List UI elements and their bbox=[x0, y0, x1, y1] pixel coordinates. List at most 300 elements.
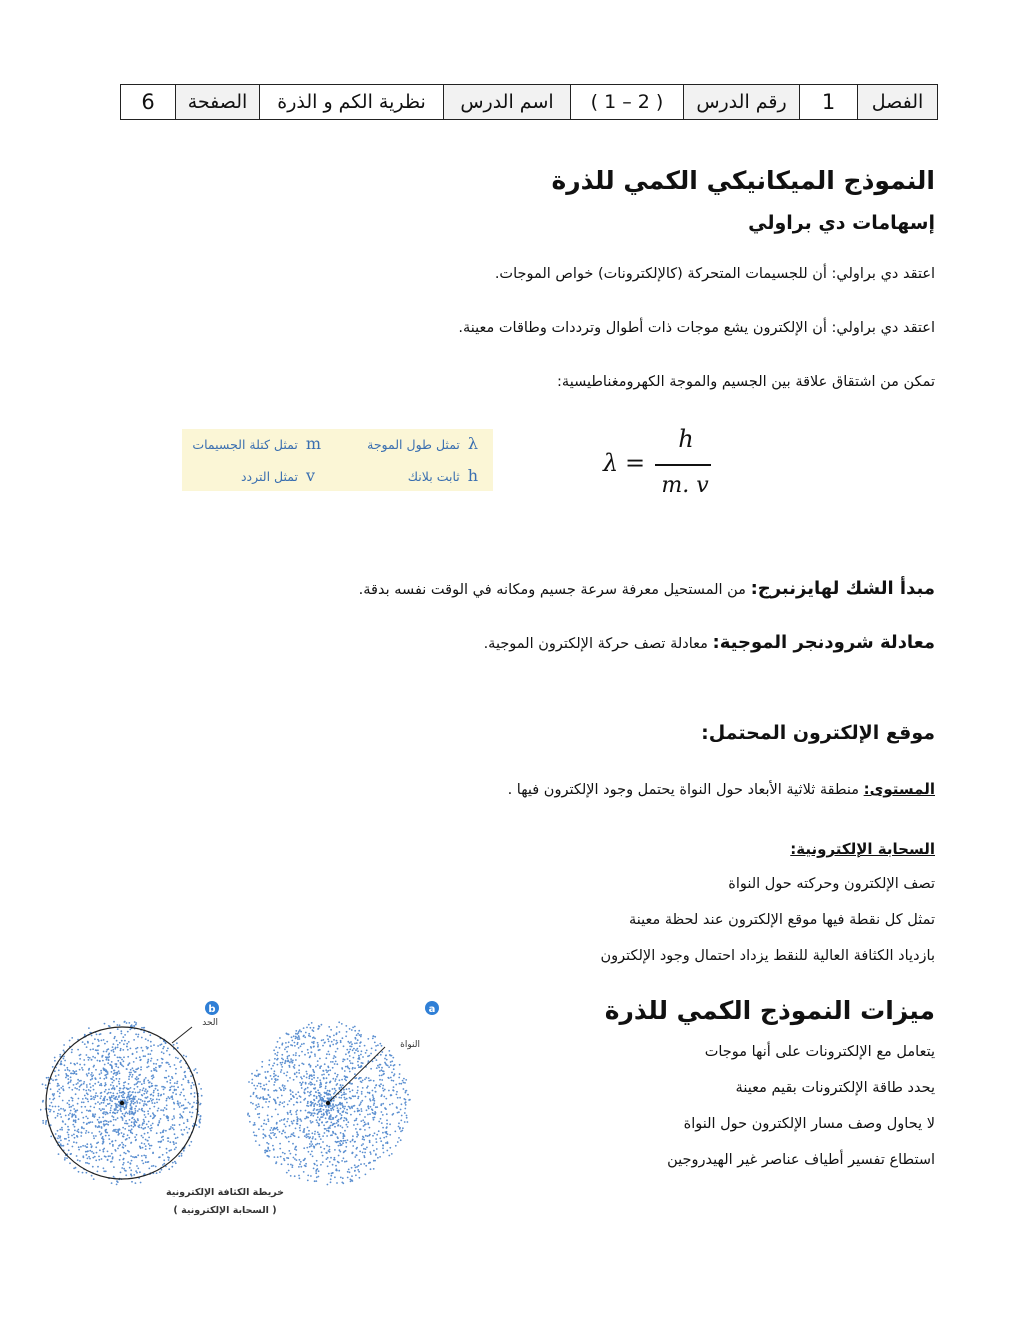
cloud-dot bbox=[318, 1170, 320, 1172]
cloud-dot bbox=[75, 1070, 77, 1072]
cloud-dot bbox=[330, 1175, 332, 1177]
cloud-dot bbox=[296, 1159, 298, 1161]
cloud-dot bbox=[400, 1120, 402, 1122]
cloud-dot bbox=[326, 1158, 328, 1160]
cloud-dot bbox=[372, 1096, 374, 1098]
cloud-dot bbox=[342, 1037, 344, 1039]
cloud-dot bbox=[321, 1104, 323, 1106]
cloud-dot bbox=[358, 1165, 360, 1167]
cloud-dot bbox=[330, 1061, 332, 1063]
cloud-dot bbox=[287, 1112, 289, 1114]
cloud-dot bbox=[317, 1060, 319, 1062]
cloud-dot bbox=[355, 1167, 357, 1169]
cloud-dot bbox=[313, 1072, 315, 1074]
cloud-dot bbox=[356, 1136, 358, 1138]
cloud-dot bbox=[263, 1084, 265, 1086]
cloud-dot bbox=[347, 1139, 349, 1141]
cloud-dot bbox=[332, 1044, 334, 1046]
cloud-dot bbox=[315, 1172, 317, 1174]
cloud-dot bbox=[332, 1123, 334, 1125]
cloud-dot bbox=[83, 1128, 85, 1130]
cloud-dot bbox=[400, 1109, 402, 1111]
cloud-dot bbox=[349, 1171, 351, 1173]
cloud-dot bbox=[57, 1085, 59, 1087]
cloud-dot bbox=[279, 1101, 281, 1103]
cloud-dot bbox=[349, 1028, 351, 1030]
cloud-dot bbox=[346, 1076, 348, 1078]
cloud-dot bbox=[269, 1129, 271, 1131]
cloud-dot bbox=[282, 1062, 284, 1064]
cloud-dot bbox=[398, 1137, 400, 1139]
cloud-dot bbox=[341, 1023, 343, 1025]
cloud-dot bbox=[133, 1123, 135, 1125]
cloud-dot bbox=[78, 1098, 80, 1100]
heisenberg-term: مبدأ الشك لهايزنبرج: bbox=[750, 578, 935, 599]
cloud-dot bbox=[146, 1048, 148, 1050]
cloud-dot bbox=[81, 1132, 83, 1134]
cloud-dot bbox=[139, 1056, 141, 1058]
cloud-dot bbox=[67, 1132, 69, 1134]
cloud-dot bbox=[131, 1102, 133, 1104]
cloud-dot bbox=[119, 1072, 121, 1074]
cloud-dot bbox=[158, 1108, 160, 1110]
cloud-dot bbox=[93, 1089, 95, 1091]
cloud-dot bbox=[131, 1132, 133, 1134]
cloud-dot bbox=[152, 1099, 154, 1101]
cloud-dot bbox=[294, 1064, 296, 1066]
cloud-dot bbox=[299, 1177, 301, 1179]
cloud-dot bbox=[116, 1131, 118, 1133]
cloud-dot bbox=[327, 1090, 329, 1092]
cloud-dot bbox=[173, 1115, 175, 1117]
cloud-dot bbox=[90, 1095, 92, 1097]
cloud-dot bbox=[107, 1071, 109, 1073]
cloud-dot bbox=[124, 1034, 126, 1036]
cloud-dot bbox=[359, 1042, 361, 1044]
cloud-dot bbox=[389, 1104, 391, 1106]
cloud-dot bbox=[273, 1049, 275, 1051]
cloud-dot bbox=[127, 1099, 129, 1101]
cloud-dot bbox=[87, 1098, 89, 1100]
cloud-dot bbox=[256, 1085, 258, 1087]
cloud-dot bbox=[369, 1113, 371, 1115]
cloud-dot bbox=[303, 1035, 305, 1037]
cloud-dot bbox=[344, 1078, 346, 1080]
cloud-dot bbox=[391, 1072, 393, 1074]
cloud-dot bbox=[354, 1111, 356, 1113]
cloud-dot bbox=[147, 1096, 149, 1098]
cloud-dot bbox=[117, 1148, 119, 1150]
cloud-dot bbox=[392, 1103, 394, 1105]
cloud-dot bbox=[103, 1151, 105, 1153]
cloud-dot bbox=[130, 1163, 132, 1165]
cloud-dot bbox=[128, 1137, 130, 1139]
cloud-dot bbox=[316, 1160, 318, 1162]
figure-caption-line-2: ( السحابة الإلكترونية ) bbox=[173, 1205, 277, 1216]
cloud-dot bbox=[268, 1120, 270, 1122]
cloud-dot bbox=[323, 1109, 325, 1111]
cloud-dot bbox=[91, 1098, 93, 1100]
cloud-dot bbox=[83, 1102, 85, 1104]
cloud-dot bbox=[346, 1098, 348, 1100]
cloud-dot bbox=[73, 1108, 75, 1110]
cloud-dot bbox=[258, 1083, 260, 1085]
cloud-dot bbox=[152, 1123, 154, 1125]
cloud-dot bbox=[149, 1145, 151, 1147]
cloud-dot bbox=[317, 1143, 319, 1145]
cloud-dot bbox=[279, 1143, 281, 1145]
cloud-dot bbox=[283, 1089, 285, 1091]
cloud-dot bbox=[175, 1137, 177, 1139]
cloud-dot bbox=[308, 1033, 310, 1035]
legend-v-symbol: v bbox=[305, 466, 315, 485]
cloud-dot bbox=[295, 1054, 297, 1056]
cloud-dot bbox=[288, 1170, 290, 1172]
cloud-dot bbox=[71, 1097, 73, 1099]
cloud-dot bbox=[352, 1145, 354, 1147]
cloud-dot bbox=[252, 1103, 254, 1105]
cloud-dot bbox=[105, 1082, 107, 1084]
cloud-dot bbox=[359, 1034, 361, 1036]
cloud-point-1: تصف الإلكترون وحركته حول النواة bbox=[728, 876, 935, 892]
cloud-dot bbox=[307, 1112, 309, 1114]
cloud-dot bbox=[173, 1129, 175, 1131]
cloud-dot bbox=[166, 1098, 168, 1100]
cloud-dot bbox=[389, 1123, 391, 1125]
cloud-dot bbox=[289, 1125, 291, 1127]
cloud-dot bbox=[293, 1120, 295, 1122]
cloud-dot bbox=[323, 1104, 325, 1106]
cloud-dot bbox=[326, 1077, 328, 1079]
cloud-dot bbox=[119, 1090, 121, 1092]
cloud-dot bbox=[295, 1149, 297, 1151]
cloud-dot bbox=[79, 1064, 81, 1066]
cloud-dot bbox=[350, 1062, 352, 1064]
cloud-dot bbox=[149, 1148, 151, 1150]
cloud-dot bbox=[271, 1116, 273, 1118]
cloud-dot bbox=[133, 1174, 135, 1176]
cloud-dot bbox=[91, 1059, 93, 1061]
cloud-dot bbox=[325, 1086, 327, 1088]
cloud-dot bbox=[103, 1051, 105, 1053]
cloud-dot bbox=[308, 1130, 310, 1132]
cloud-dot bbox=[107, 1103, 109, 1105]
cloud-dot bbox=[350, 1141, 352, 1143]
cloud-dot bbox=[124, 1040, 126, 1042]
cloud-dot bbox=[262, 1088, 264, 1090]
cloud-dot bbox=[320, 1111, 322, 1113]
cloud-dot bbox=[130, 1048, 132, 1050]
cloud-dot bbox=[334, 1159, 336, 1161]
equation-legend-box bbox=[182, 429, 493, 491]
cloud-dot bbox=[91, 1078, 93, 1080]
cloud-dot bbox=[346, 1160, 348, 1162]
cloud-dot bbox=[147, 1040, 149, 1042]
cloud-dot bbox=[302, 1081, 304, 1083]
cloud-dot bbox=[69, 1070, 71, 1072]
cloud-dot bbox=[368, 1135, 370, 1137]
cloud-dot bbox=[146, 1091, 148, 1093]
cloud-dot bbox=[340, 1041, 342, 1043]
cloud-dot bbox=[404, 1121, 406, 1123]
cloud-dot bbox=[81, 1101, 83, 1103]
cloud-dot bbox=[145, 1116, 147, 1118]
cloud-dot bbox=[372, 1109, 374, 1111]
cloud-dot bbox=[346, 1109, 348, 1111]
cloud-dot bbox=[303, 1027, 305, 1029]
cloud-dot bbox=[268, 1080, 270, 1082]
cloud-dot bbox=[143, 1119, 145, 1121]
cloud-dot bbox=[255, 1108, 257, 1110]
cloud-dot bbox=[311, 1078, 313, 1080]
cloud-dot bbox=[314, 1100, 316, 1102]
cloud-dot bbox=[303, 1099, 305, 1101]
cloud-dot bbox=[173, 1086, 175, 1088]
cloud-dot bbox=[271, 1068, 273, 1070]
cloud-dot bbox=[313, 1077, 315, 1079]
cloud-dot bbox=[46, 1077, 48, 1079]
cloud-dot bbox=[119, 1159, 121, 1161]
cloud-dot bbox=[135, 1170, 137, 1172]
cloud-dot bbox=[183, 1055, 185, 1057]
cloud-dot bbox=[357, 1064, 359, 1066]
cloud-dot bbox=[287, 1157, 289, 1159]
cloud-dot bbox=[326, 1135, 328, 1137]
cloud-dot bbox=[126, 1138, 128, 1140]
cloud-dot bbox=[300, 1084, 302, 1086]
cloud-dot bbox=[128, 1092, 130, 1094]
de-broglie-line-3: تمكن من اشتقاق علاقة بين الجسيم والموجة الكهرومغناطيسية: bbox=[557, 374, 935, 390]
cloud-dot bbox=[273, 1090, 275, 1092]
cloud-dot bbox=[344, 1097, 346, 1099]
cloud-dot bbox=[346, 1031, 348, 1033]
cloud-dot bbox=[335, 1104, 337, 1106]
cloud-dot bbox=[342, 1127, 344, 1129]
cloud-dot bbox=[168, 1159, 170, 1161]
cloud-dot bbox=[151, 1100, 153, 1102]
cloud-dot bbox=[74, 1114, 76, 1116]
cloud-dot bbox=[112, 1112, 114, 1114]
cloud-dot bbox=[296, 1120, 298, 1122]
cloud-dot bbox=[314, 1133, 316, 1135]
cloud-dot bbox=[382, 1132, 384, 1134]
cloud-dot bbox=[130, 1105, 132, 1107]
cloud-dot bbox=[124, 1128, 126, 1130]
cloud-dot bbox=[388, 1066, 390, 1068]
cloud-dot bbox=[141, 1135, 143, 1137]
cloud-dot bbox=[341, 1114, 343, 1116]
cloud-dot bbox=[124, 1092, 126, 1094]
cloud-dot bbox=[311, 1132, 313, 1134]
cloud-dot bbox=[190, 1087, 192, 1089]
cloud-dot bbox=[277, 1114, 279, 1116]
cloud-dot bbox=[296, 1116, 298, 1118]
cloud-dot bbox=[273, 1062, 275, 1064]
cloud-dot bbox=[144, 1127, 146, 1129]
cloud-dot bbox=[332, 1117, 334, 1119]
cloud-dot bbox=[109, 1143, 111, 1145]
cloud-dot bbox=[276, 1127, 278, 1129]
cloud-dot bbox=[71, 1089, 73, 1091]
cloud-dot bbox=[329, 1069, 331, 1071]
cloud-dot bbox=[169, 1066, 171, 1068]
cloud-dot bbox=[185, 1076, 187, 1078]
cloud-dot bbox=[324, 1128, 326, 1130]
cloud-dot bbox=[103, 1139, 105, 1141]
cloud-dot bbox=[179, 1117, 181, 1119]
cloud-dot bbox=[372, 1145, 374, 1147]
cloud-dot bbox=[349, 1091, 351, 1093]
cloud-dot bbox=[97, 1126, 99, 1128]
cloud-dot bbox=[109, 1155, 111, 1157]
cloud-dot bbox=[345, 1025, 347, 1027]
cloud-dot bbox=[338, 1119, 340, 1121]
cloud-dot bbox=[370, 1079, 372, 1081]
cloud-dot bbox=[275, 1163, 277, 1165]
cloud-dot bbox=[357, 1133, 359, 1135]
cloud-dot bbox=[173, 1108, 175, 1110]
cloud-dot bbox=[392, 1057, 394, 1059]
cloud-dot bbox=[340, 1144, 342, 1146]
cloud-dot bbox=[93, 1107, 95, 1109]
cloud-dot bbox=[289, 1077, 291, 1079]
cloud-dot bbox=[293, 1157, 295, 1159]
cloud-dot bbox=[307, 1175, 309, 1177]
cloud-dot bbox=[169, 1089, 171, 1091]
cloud-dot bbox=[315, 1138, 317, 1140]
cloud-dot bbox=[327, 1127, 329, 1129]
cloud-dot bbox=[301, 1051, 303, 1053]
cloud-dot bbox=[293, 1135, 295, 1137]
cloud-dot bbox=[366, 1087, 368, 1089]
cloud-dot bbox=[323, 1148, 325, 1150]
cloud-dot bbox=[253, 1092, 255, 1094]
cloud-dot bbox=[333, 1035, 335, 1037]
cloud-dot bbox=[132, 1099, 134, 1101]
cloud-dot bbox=[149, 1128, 151, 1130]
cloud-dot bbox=[86, 1054, 88, 1056]
cloud-dot bbox=[277, 1052, 279, 1054]
cloud-dot bbox=[389, 1134, 391, 1136]
cloud-dot bbox=[150, 1115, 152, 1117]
cloud-dot bbox=[326, 1130, 328, 1132]
legend-h-symbol: h bbox=[467, 466, 478, 485]
cloud-dot bbox=[303, 1043, 305, 1045]
cloud-dot bbox=[109, 1112, 111, 1114]
cloud-dot bbox=[115, 1140, 117, 1142]
cloud-dot bbox=[62, 1088, 64, 1090]
cloud-dot bbox=[84, 1106, 86, 1108]
cloud-dot bbox=[307, 1127, 309, 1129]
cloud-dot bbox=[94, 1038, 96, 1040]
cloud-dot bbox=[187, 1132, 189, 1134]
cloud-dot bbox=[386, 1113, 388, 1115]
cloud-dot bbox=[296, 1123, 298, 1125]
cloud-dot bbox=[75, 1093, 77, 1095]
cloud-dot bbox=[174, 1124, 176, 1126]
cloud-dot bbox=[76, 1062, 78, 1064]
cloud-dot bbox=[145, 1038, 147, 1040]
cloud-dot bbox=[365, 1148, 367, 1150]
cloud-dot bbox=[143, 1155, 145, 1157]
cloud-dot bbox=[332, 1067, 334, 1069]
cloud-dot bbox=[256, 1135, 258, 1137]
cloud-dot bbox=[320, 1094, 322, 1096]
cloud-dot bbox=[62, 1108, 64, 1110]
cloud-dot bbox=[115, 1119, 117, 1121]
cloud-dot bbox=[338, 1087, 340, 1089]
cloud-dot bbox=[175, 1093, 177, 1095]
cloud-dot bbox=[336, 1076, 338, 1078]
cloud-dot bbox=[139, 1124, 141, 1126]
cloud-dot bbox=[76, 1088, 78, 1090]
cloud-dot bbox=[93, 1098, 95, 1100]
cloud-dot bbox=[115, 1065, 117, 1067]
cloud-dot bbox=[365, 1052, 367, 1054]
cloud-dot bbox=[381, 1067, 383, 1069]
cloud-dot bbox=[97, 1039, 99, 1041]
cloud-dot bbox=[166, 1100, 168, 1102]
cloud-dot bbox=[355, 1128, 357, 1130]
cloud-dot bbox=[319, 1092, 321, 1094]
cloud-dot bbox=[367, 1092, 369, 1094]
cloud-dot bbox=[384, 1062, 386, 1064]
cloud-dot bbox=[396, 1091, 398, 1093]
cloud-dot bbox=[335, 1090, 337, 1092]
cloud-dot bbox=[79, 1058, 81, 1060]
cloud-dot bbox=[137, 1154, 139, 1156]
cloud-dot bbox=[397, 1141, 399, 1143]
cloud-dot bbox=[273, 1134, 275, 1136]
cloud-dot bbox=[88, 1059, 90, 1061]
cloud-dot bbox=[315, 1066, 317, 1068]
cloud-dot bbox=[284, 1118, 286, 1120]
cloud-dot bbox=[381, 1069, 383, 1071]
cloud-dot bbox=[76, 1083, 78, 1085]
cloud-dot bbox=[171, 1097, 173, 1099]
cloud-dot bbox=[139, 1091, 141, 1093]
cloud-dot bbox=[402, 1127, 404, 1129]
cloud-dot bbox=[355, 1174, 357, 1176]
cloud-dot bbox=[327, 1157, 329, 1159]
cloud-dot bbox=[167, 1120, 169, 1122]
cloud-dot bbox=[145, 1145, 147, 1147]
cloud-dot bbox=[141, 1083, 143, 1085]
cloud-dot bbox=[162, 1058, 164, 1060]
cloud-dot bbox=[122, 1119, 124, 1121]
cloud-dot bbox=[125, 1120, 127, 1122]
cloud-dot bbox=[100, 1083, 102, 1085]
cloud-dot bbox=[295, 1059, 297, 1061]
cloud-dot bbox=[103, 1167, 105, 1169]
cloud-dot bbox=[148, 1086, 150, 1088]
cloud-dot bbox=[332, 1078, 334, 1080]
cloud-dot bbox=[149, 1034, 151, 1036]
cloud-dot bbox=[78, 1146, 80, 1148]
cloud-dot bbox=[101, 1127, 103, 1129]
cloud-dot bbox=[75, 1121, 77, 1123]
cloud-dot bbox=[134, 1108, 136, 1110]
cloud-dot bbox=[137, 1110, 139, 1112]
cloud-dot bbox=[74, 1137, 76, 1139]
cloud-dot bbox=[120, 1063, 122, 1065]
cloud-dot bbox=[166, 1062, 168, 1064]
cloud-dot bbox=[283, 1106, 285, 1108]
cloud-dot bbox=[183, 1150, 185, 1152]
cloud-dot bbox=[143, 1105, 145, 1107]
cloud-dot bbox=[372, 1099, 374, 1101]
cloud-dot bbox=[90, 1074, 92, 1076]
